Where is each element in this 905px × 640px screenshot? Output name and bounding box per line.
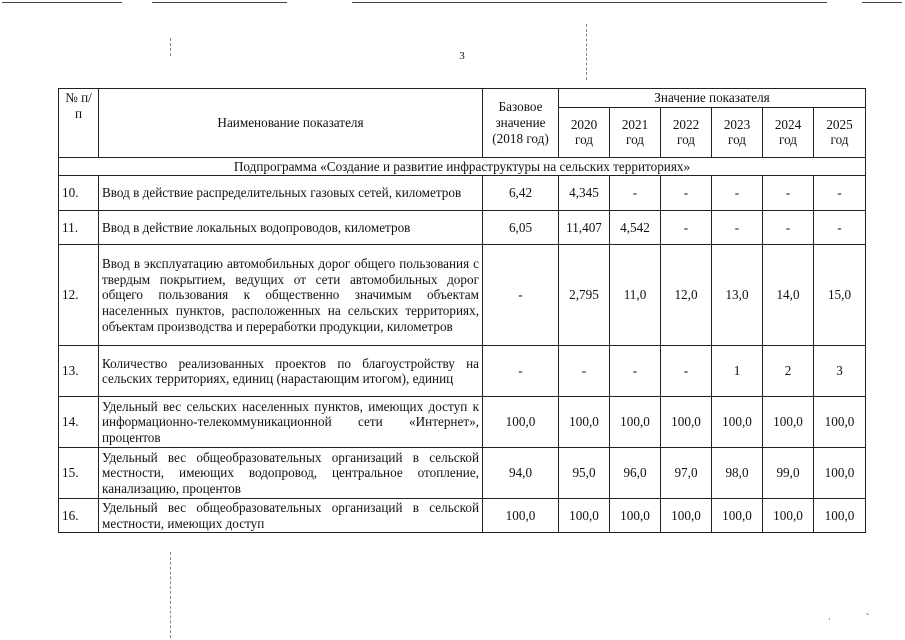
base-value: 6,42 — [483, 176, 559, 211]
indicator-table — [58, 88, 866, 533]
year-value: 100,0 — [814, 448, 866, 499]
year-value: 15,0 — [814, 245, 866, 346]
header-base: Базовое значение (2018 год) — [483, 89, 559, 158]
year-value: 100,0 — [661, 499, 712, 533]
table-row — [59, 176, 866, 211]
year-value: 14,0 — [763, 245, 814, 346]
year-value: 100,0 — [763, 499, 814, 533]
year-value: - — [712, 211, 763, 245]
year-value: - — [559, 346, 610, 397]
scan-fold-mark-bottom — [170, 552, 171, 638]
base-value: 6,05 — [483, 211, 559, 245]
scan-speck: · — [828, 614, 831, 624]
scan-edge-line-3 — [352, 2, 827, 3]
row-number: 15. — [59, 448, 99, 499]
indicator-name: Ввод в эксплуатацию автомобильных дорог общего пользования с твердым покрытием, ведущих от сети автомобильных дорог общего пользования к общественно значимым объектам населенных пунктов, расположенных на сельских территориях, объектам производства и переработки продукции, километров — [99, 245, 483, 346]
year-value: - — [661, 346, 712, 397]
indicator-name: Удельный вес сельских населенных пунктов, имеющих доступ к информационно-телекоммуникационной сети «Интернет», процентов — [99, 397, 483, 448]
year-value: - — [763, 176, 814, 211]
scan-edge-line-4 — [862, 2, 902, 3]
year-value: 13,0 — [712, 245, 763, 346]
year-value: 95,0 — [559, 448, 610, 499]
year-value: 100,0 — [763, 397, 814, 448]
subprogram-row — [59, 157, 866, 176]
year-value: 100,0 — [712, 397, 763, 448]
year-value: - — [661, 176, 712, 211]
header-year: 2025 год — [814, 107, 866, 157]
scan-fold-mark-right — [586, 24, 587, 80]
year-value: - — [814, 211, 866, 245]
base-value: - — [483, 346, 559, 397]
year-value: 2 — [763, 346, 814, 397]
scan-edge-line-1 — [2, 2, 122, 3]
header-year: 2023 год — [712, 107, 763, 157]
year-value: 98,0 — [712, 448, 763, 499]
year-value: - — [763, 211, 814, 245]
indicator-name: Удельный вес общеобразовательных организаций в сельской местности, имеющих водопровод, центральное отопление, канализацию, процентов — [99, 448, 483, 499]
row-number: 13. — [59, 346, 99, 397]
scan-speck: ˜ — [866, 612, 869, 622]
year-value: 4,542 — [610, 211, 661, 245]
year-value: 1 — [712, 346, 763, 397]
row-number: 10. — [59, 176, 99, 211]
year-value: - — [712, 176, 763, 211]
row-number: 14. — [59, 397, 99, 448]
year-value: 100,0 — [610, 499, 661, 533]
header-group: Значение показателя — [559, 89, 866, 108]
indicator-name: Количество реализованных проектов по благоустройству на сельских территориях, единиц (нарастающим итогом), единиц — [99, 346, 483, 397]
year-value: - — [814, 176, 866, 211]
year-value: 3 — [814, 346, 866, 397]
header-year: 2021 год — [610, 107, 661, 157]
header-year: 2022 год — [661, 107, 712, 157]
scan-fold-mark-top — [170, 38, 171, 56]
year-value: 99,0 — [763, 448, 814, 499]
indicator-name: Ввод в действие распределительных газовых сетей, километров — [99, 176, 483, 211]
base-value: 100,0 — [483, 397, 559, 448]
scan-edge-line-2 — [152, 2, 287, 3]
table-row — [59, 499, 866, 533]
year-value: 96,0 — [610, 448, 661, 499]
header-year: 2024 год — [763, 107, 814, 157]
year-value: 2,795 — [559, 245, 610, 346]
year-value: 100,0 — [559, 499, 610, 533]
year-value: 11,407 — [559, 211, 610, 245]
table-row — [59, 346, 866, 397]
header-row-top — [59, 89, 866, 108]
row-number: 12. — [59, 245, 99, 346]
year-value: 100,0 — [814, 499, 866, 533]
year-value: 100,0 — [559, 397, 610, 448]
table-row — [59, 245, 866, 346]
subprogram-title: Подпрограмма «Создание и развитие инфраструктуры на сельских территориях» — [59, 157, 866, 176]
year-value: 11,0 — [610, 245, 661, 346]
indicator-name: Удельный вес общеобразовательных организаций в сельской местности, имеющих доступ — [99, 499, 483, 533]
year-value: 100,0 — [712, 499, 763, 533]
year-value: - — [610, 176, 661, 211]
year-value: - — [661, 211, 712, 245]
header-year: 2020 год — [559, 107, 610, 157]
indicator-name: Ввод в действие локальных водопроводов, километров — [99, 211, 483, 245]
header-name: Наименование показателя — [99, 89, 483, 158]
year-value: 4,345 — [559, 176, 610, 211]
row-number: 16. — [59, 499, 99, 533]
row-number: 11. — [59, 211, 99, 245]
year-value: 12,0 — [661, 245, 712, 346]
table-row — [59, 397, 866, 448]
base-value: 94,0 — [483, 448, 559, 499]
year-value: 100,0 — [610, 397, 661, 448]
year-value: 97,0 — [661, 448, 712, 499]
header-num: № п/п — [59, 89, 99, 158]
year-value: 100,0 — [661, 397, 712, 448]
table-row — [59, 211, 866, 245]
base-value: - — [483, 245, 559, 346]
page-number: 3 — [459, 50, 465, 62]
year-value: 100,0 — [814, 397, 866, 448]
table-row — [59, 448, 866, 499]
year-value: - — [610, 346, 661, 397]
base-value: 100,0 — [483, 499, 559, 533]
